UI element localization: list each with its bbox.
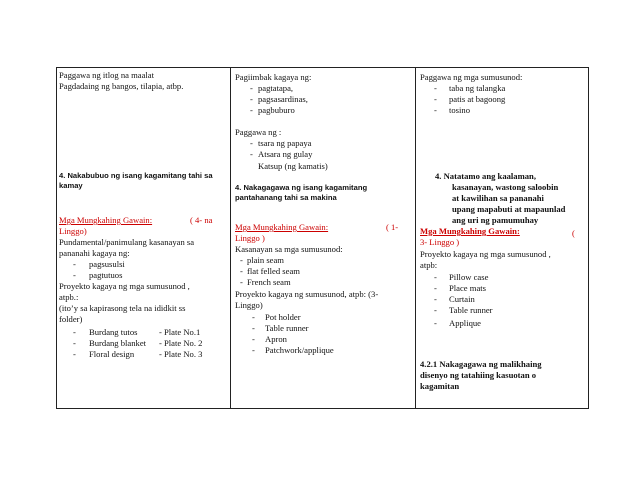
bullet-dash: -	[252, 345, 255, 355]
list-item: Applique	[449, 318, 481, 328]
final-competency: kagamitan	[420, 381, 460, 391]
list-item: tsara ng papaya	[258, 138, 312, 148]
gawain-label: Mga Mungkahing Gawain:	[235, 222, 329, 232]
text-line: pananahi kagaya ng:	[59, 248, 130, 258]
list-item: taba ng talangka	[449, 83, 506, 93]
bullet-dash: -	[240, 277, 243, 287]
bullet-dash: -	[73, 349, 76, 359]
gawain-weeks: (	[572, 228, 575, 238]
gawain-label: Mga Mungkahing Gawain:	[59, 215, 153, 225]
list-item: Pot holder	[265, 312, 301, 322]
final-competency: 4.2.1 Nakagagawa ng malikhaing	[420, 359, 542, 369]
bullet-dash: -	[434, 105, 437, 115]
plate-number: - Plate No.1	[159, 327, 201, 337]
section-heading: ang uri ng pamumuhay	[452, 215, 539, 225]
text-line: atpb:	[420, 260, 438, 270]
text-line: Paggawa ng itlog na maalat	[59, 70, 154, 80]
text-line: Proyekto kagaya ng mga sumusunod ,	[420, 249, 551, 259]
text-line: Pundamental/panimulang kasanayan sa	[59, 237, 195, 247]
text-line: Katsup (ng kamatis)	[258, 161, 328, 171]
list-item: Table runner	[265, 323, 309, 333]
text-line: atpb.:	[59, 292, 79, 302]
bullet-dash: -	[240, 255, 243, 265]
gawain-weeks: ( 1-	[386, 222, 399, 232]
bullet-dash: -	[240, 266, 243, 276]
gawain-weeks-cont: 3- Linggo )	[420, 237, 460, 247]
list-item: pagsasardinas,	[258, 94, 308, 104]
bullet-dash: -	[250, 105, 253, 115]
bullet-dash: -	[434, 94, 437, 104]
list-item: plain seam	[247, 255, 284, 265]
list-item: Patchwork/applique	[265, 345, 334, 355]
gawain-label: Mga Mungkahing Gawain:	[420, 226, 520, 236]
list-item: flat felled seam	[247, 266, 300, 276]
bullet-dash: -	[434, 283, 437, 293]
bullet-dash: -	[252, 312, 255, 322]
bullet-dash: -	[250, 94, 253, 104]
section-heading: 4. Nakagagawa ng isang kagamitang	[235, 183, 368, 192]
bullet-dash: -	[73, 270, 76, 280]
bullet-dash: -	[73, 259, 76, 269]
section-heading: 4. Natatamo ang kaalaman,	[435, 171, 536, 181]
bullet-dash: -	[250, 138, 253, 148]
text-line: folder)	[59, 314, 83, 324]
bullet-dash: -	[252, 334, 255, 344]
text-line: Pagiimbak kagaya ng:	[235, 72, 312, 82]
bullet-dash: -	[252, 323, 255, 333]
gawain-weeks-cont: Linggo )	[235, 233, 265, 243]
gawain-weeks: ( 4- na	[190, 215, 213, 225]
section-heading: at kawilihan sa pananahi	[452, 193, 544, 203]
text-line: Kasanayan sa mga sumusunod:	[235, 244, 343, 254]
list-item: pagbuburo	[258, 105, 295, 115]
text-line: Paggawa ng :	[235, 127, 282, 137]
list-item: Curtain	[449, 294, 475, 304]
list-item: Floral design	[89, 349, 135, 359]
list-item: patis at bagoong	[449, 94, 506, 104]
section-heading: 4. Nakabubuo ng isang kagamitang tahi sa	[59, 171, 213, 180]
gawain-weeks-cont: Linggo)	[59, 226, 87, 236]
list-item: Place mats	[449, 283, 486, 293]
list-item: Apron	[265, 334, 287, 344]
list-item: Burdang tutos	[89, 327, 138, 337]
text-line: Linggo)	[235, 300, 263, 310]
list-item: Burdang blanket	[89, 338, 147, 348]
text-line: Pagdadaing ng bangos, tilapia, atbp.	[59, 81, 184, 91]
list-item: French seam	[247, 277, 291, 287]
bullet-dash: -	[434, 294, 437, 304]
bullet-dash: -	[434, 272, 437, 282]
text-line: Proyekto kagaya ng sumusunod, atpb: (3-	[235, 289, 379, 299]
list-item: Atsara ng gulay	[258, 149, 313, 159]
final-competency: disenyo ng tatahiing kasuotan o	[420, 370, 537, 380]
bullet-dash: -	[250, 83, 253, 93]
list-item: Pillow case	[449, 272, 489, 282]
plate-number: - Plate No. 3	[159, 349, 203, 359]
bullet-dash: -	[73, 327, 76, 337]
list-item: pagsusulsi	[89, 259, 125, 269]
section-heading: pantahanang tahi sa makina	[235, 193, 337, 202]
section-heading: upang mapabuti at mapaunlad	[452, 204, 566, 214]
list-item: Table runner	[449, 305, 493, 315]
text-line: (ito’y sa kapirasong tela na ididkit ss	[59, 303, 186, 313]
bullet-dash: -	[434, 318, 437, 328]
text-line: Proyekto kagaya ng mga sumusunod ,	[59, 281, 190, 291]
bullet-dash: -	[434, 305, 437, 315]
section-heading: kasanayan, wastong saloobin	[452, 182, 559, 192]
bullet-dash: -	[434, 83, 437, 93]
section-heading: kamay	[59, 181, 83, 190]
bullet-dash: -	[73, 338, 76, 348]
list-item: pagtatapa,	[258, 83, 294, 93]
list-item: tosino	[449, 105, 471, 115]
plate-number: - Plate No. 2	[159, 338, 203, 348]
bullet-dash: -	[250, 149, 253, 159]
text-line: Paggawa ng mga sumusunod:	[420, 72, 523, 82]
list-item: pagtutuos	[89, 270, 123, 280]
